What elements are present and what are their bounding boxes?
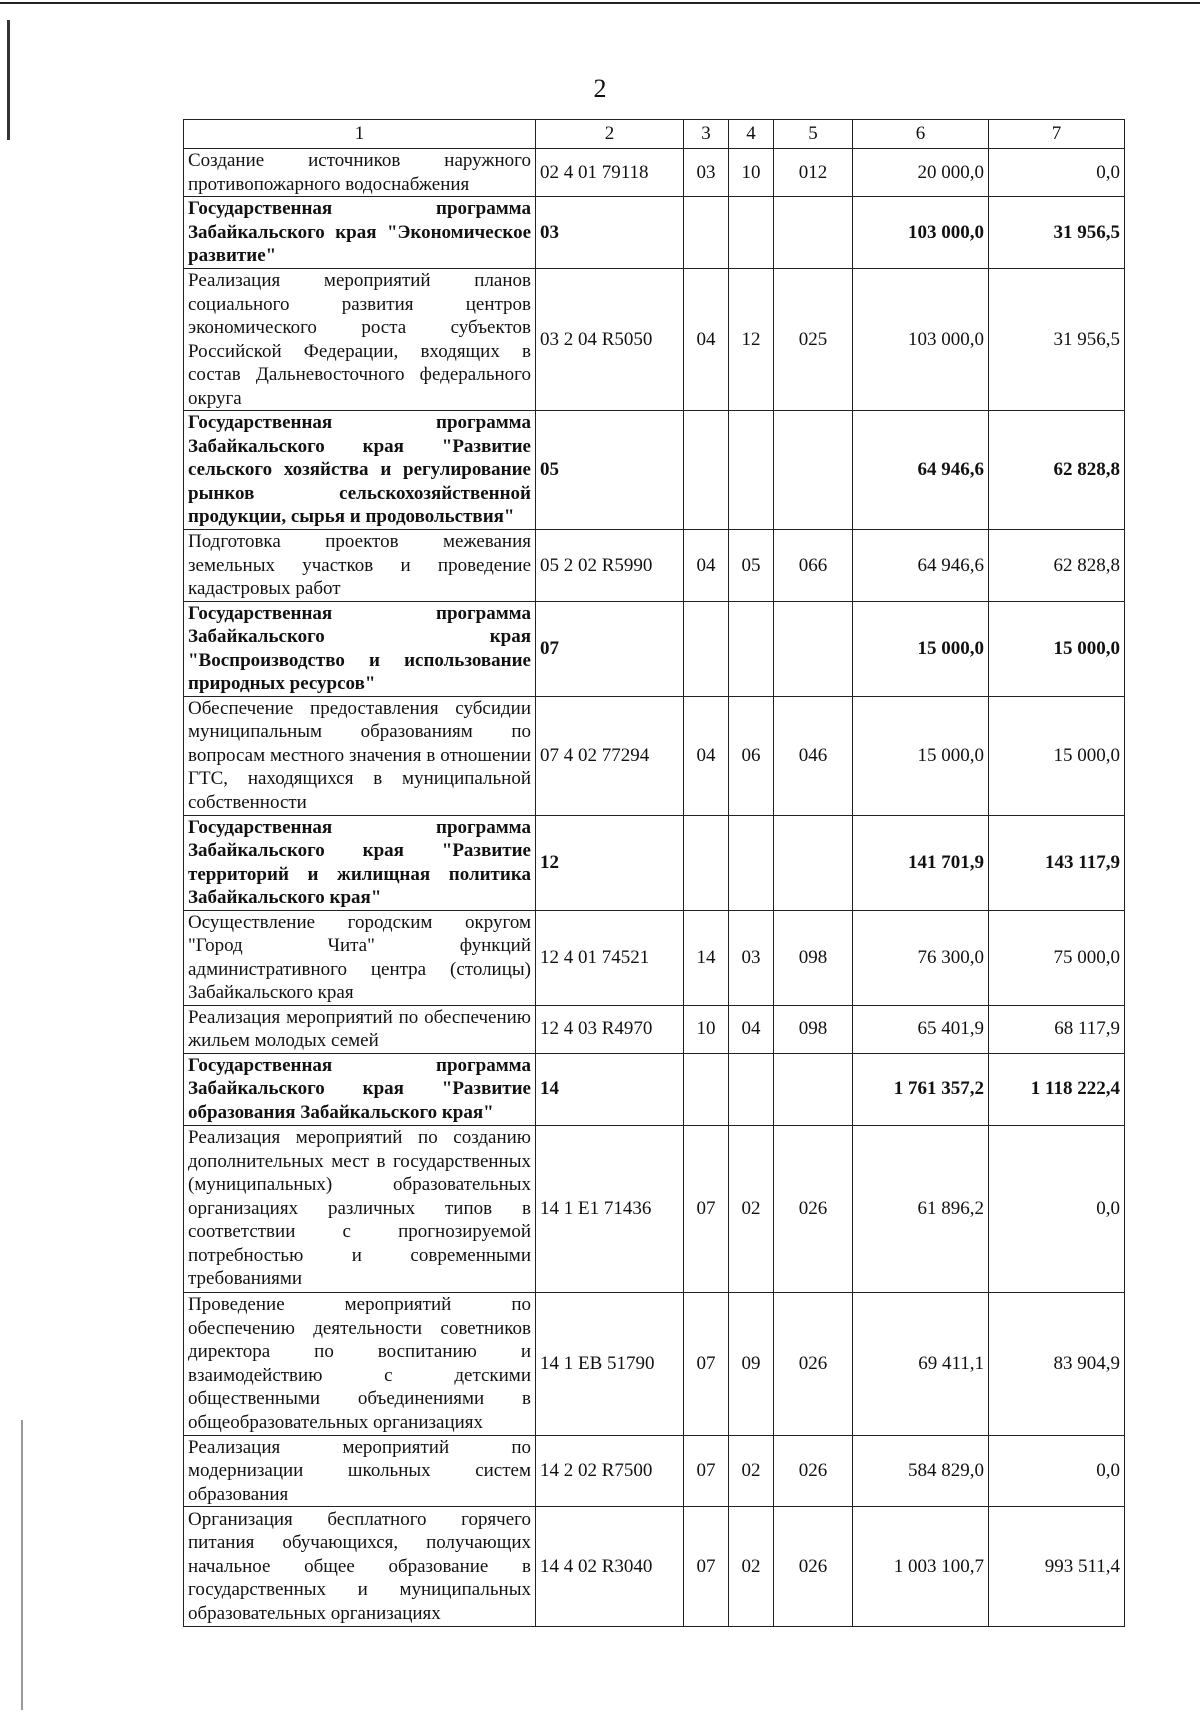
table-row xyxy=(184,696,1125,815)
row-code: 07 4 02 77294 xyxy=(536,696,684,815)
row-col4 xyxy=(729,601,774,696)
program-row xyxy=(184,815,1125,910)
row-code: 02 4 01 79118 xyxy=(536,149,684,197)
row-col5: 026 xyxy=(774,1507,853,1627)
row-value-6: 64 946,6 xyxy=(853,530,989,602)
row-value-6: 103 000,0 xyxy=(853,269,989,411)
scan-top-border xyxy=(0,2,1200,4)
row-col5: 025 xyxy=(774,269,853,411)
table-row xyxy=(184,910,1125,1005)
row-name: Подготовка проектов межевания земельных участков и проведение кадастровых работ xyxy=(184,530,536,602)
row-col5: 098 xyxy=(774,910,853,1005)
table-row xyxy=(184,269,1125,411)
row-col3 xyxy=(684,411,729,530)
row-value-6: 103 000,0 xyxy=(853,197,989,269)
row-col5: 026 xyxy=(774,1292,853,1435)
row-col5: 066 xyxy=(774,530,853,602)
column-header-7: 7 xyxy=(989,120,1125,149)
row-name: Государственная программа Забайкальского края "Развитие территорий и жилищная политика Забайкальского края" xyxy=(184,815,536,910)
row-value-7: 83 904,9 xyxy=(989,1292,1125,1435)
row-value-7: 0,0 xyxy=(989,1435,1125,1507)
row-col5: 012 xyxy=(774,149,853,197)
row-col3: 07 xyxy=(684,1292,729,1435)
row-col4: 04 xyxy=(729,1005,774,1053)
row-col4: 12 xyxy=(729,269,774,411)
row-value-7: 31 956,5 xyxy=(989,269,1125,411)
row-name: Реализация мероприятий по модернизации школьных систем образования xyxy=(184,1435,536,1507)
row-value-7: 993 511,4 xyxy=(989,1507,1125,1627)
row-name: Государственная программа Забайкальского края "Развитие сельского хозяйства и регулирование рынков сельскохозяйственной продукции, сырья и продовольствия" xyxy=(184,411,536,530)
row-col3 xyxy=(684,1053,729,1125)
program-row xyxy=(184,601,1125,696)
table-row xyxy=(184,1125,1125,1292)
row-value-7: 143 117,9 xyxy=(989,815,1125,910)
row-value-7: 1 118 222,4 xyxy=(989,1053,1125,1125)
scan-left-edge-lower xyxy=(21,1420,23,1710)
column-header-5: 5 xyxy=(774,120,853,149)
row-col4: 05 xyxy=(729,530,774,602)
row-code: 05 2 02 R5990 xyxy=(536,530,684,602)
row-value-7: 62 828,8 xyxy=(989,530,1125,602)
row-col3: 04 xyxy=(684,530,729,602)
row-value-6: 65 401,9 xyxy=(853,1005,989,1053)
page-number: 2 xyxy=(593,74,607,103)
row-col4 xyxy=(729,815,774,910)
row-col4 xyxy=(729,1053,774,1125)
row-code: 03 xyxy=(536,197,684,269)
row-value-6: 1 761 357,2 xyxy=(853,1053,989,1125)
table-row xyxy=(184,149,1125,197)
row-value-7: 62 828,8 xyxy=(989,411,1125,530)
row-value-7: 15 000,0 xyxy=(989,601,1125,696)
row-col4: 09 xyxy=(729,1292,774,1435)
row-col4: 10 xyxy=(729,149,774,197)
table-row xyxy=(184,1292,1125,1435)
column-header-1: 1 xyxy=(184,120,536,149)
row-name: Создание источников наружного противопожарного водоснабжения xyxy=(184,149,536,197)
row-col5 xyxy=(774,197,853,269)
row-code: 12 4 03 R4970 xyxy=(536,1005,684,1053)
row-col3: 04 xyxy=(684,269,729,411)
row-code: 05 xyxy=(536,411,684,530)
row-col3: 10 xyxy=(684,1005,729,1053)
row-value-7: 0,0 xyxy=(989,149,1125,197)
row-code: 14 2 02 R7500 xyxy=(536,1435,684,1507)
row-col5 xyxy=(774,411,853,530)
row-name: Государственная программа Забайкальского края "Развитие образования Забайкальского края" xyxy=(184,1053,536,1125)
row-value-6: 1 003 100,7 xyxy=(853,1507,989,1627)
row-name: Обеспечение предоставления субсидии муниципальным образованиям по вопросам местного значения в отношении ГТС, находящихся в муниципальной собственности xyxy=(184,696,536,815)
program-row xyxy=(184,197,1125,269)
row-value-6: 584 829,0 xyxy=(853,1435,989,1507)
column-header-3: 3 xyxy=(684,120,729,149)
table-row xyxy=(184,1435,1125,1507)
row-value-6: 141 701,9 xyxy=(853,815,989,910)
row-code: 12 xyxy=(536,815,684,910)
row-col3: 14 xyxy=(684,910,729,1005)
row-value-6: 20 000,0 xyxy=(853,149,989,197)
row-name: Организация бесплатного горячего питания обучающихся, получающих начальное общее образование в государственных и муниципальных образовательных организациях xyxy=(184,1507,536,1627)
row-name: Государственная программа Забайкальского края "Экономическое развитие" xyxy=(184,197,536,269)
row-col5: 046 xyxy=(774,696,853,815)
row-col3 xyxy=(684,197,729,269)
table-row xyxy=(184,1005,1125,1053)
table-header-row xyxy=(184,120,1125,149)
row-col3: 03 xyxy=(684,149,729,197)
row-col5 xyxy=(774,815,853,910)
table-row xyxy=(184,1507,1125,1627)
program-row xyxy=(184,411,1125,530)
row-col3: 07 xyxy=(684,1507,729,1627)
table-row xyxy=(184,530,1125,602)
row-value-6: 15 000,0 xyxy=(853,696,989,815)
row-col3 xyxy=(684,815,729,910)
row-col4: 03 xyxy=(729,910,774,1005)
row-col5 xyxy=(774,601,853,696)
column-header-4: 4 xyxy=(729,120,774,149)
row-col4: 02 xyxy=(729,1125,774,1292)
row-col4 xyxy=(729,197,774,269)
row-value-6: 64 946,6 xyxy=(853,411,989,530)
column-header-2: 2 xyxy=(536,120,684,149)
row-col3: 04 xyxy=(684,696,729,815)
row-col4: 06 xyxy=(729,696,774,815)
row-code: 14 1 E1 71436 xyxy=(536,1125,684,1292)
row-name: Реализация мероприятий по созданию дополнительных мест в государственных (муниципальных) образовательных организациях различных типов в соответствии с прогнозируемой потребностью и современными требованиями xyxy=(184,1125,536,1292)
row-code: 14 xyxy=(536,1053,684,1125)
row-value-7: 0,0 xyxy=(989,1125,1125,1292)
row-value-6: 61 896,2 xyxy=(853,1125,989,1292)
row-value-7: 68 117,9 xyxy=(989,1005,1125,1053)
row-col4 xyxy=(729,411,774,530)
row-col5: 026 xyxy=(774,1435,853,1507)
row-name: Государственная программа Забайкальского края "Воспроизводство и использование природных ресурсов" xyxy=(184,601,536,696)
row-col3: 07 xyxy=(684,1435,729,1507)
row-value-6: 15 000,0 xyxy=(853,601,989,696)
row-value-7: 75 000,0 xyxy=(989,910,1125,1005)
row-code: 14 4 02 R3040 xyxy=(536,1507,684,1627)
row-value-6: 69 411,1 xyxy=(853,1292,989,1435)
row-value-6: 76 300,0 xyxy=(853,910,989,1005)
row-code: 07 xyxy=(536,601,684,696)
row-col5 xyxy=(774,1053,853,1125)
row-code: 03 2 04 R5050 xyxy=(536,269,684,411)
row-value-7: 31 956,5 xyxy=(989,197,1125,269)
row-name: Осуществление городским округом "Город Чита" функций административного центра (столицы) Забайкальского края xyxy=(184,910,536,1005)
row-col3 xyxy=(684,601,729,696)
row-name: Реализация мероприятий планов социального развития центров экономического роста субъектов Российской Федерации, входящих в состав Дальневосточного федерального округа xyxy=(184,269,536,411)
row-col4: 02 xyxy=(729,1435,774,1507)
row-name: Реализация мероприятий по обеспечению жильем молодых семей xyxy=(184,1005,536,1053)
row-value-7: 15 000,0 xyxy=(989,696,1125,815)
row-code: 12 4 01 74521 xyxy=(536,910,684,1005)
row-col5: 098 xyxy=(774,1005,853,1053)
column-header-6: 6 xyxy=(853,120,989,149)
program-row xyxy=(184,1053,1125,1125)
row-col4: 02 xyxy=(729,1507,774,1627)
row-col3: 07 xyxy=(684,1125,729,1292)
budget-table xyxy=(183,119,1125,1627)
row-col5: 026 xyxy=(774,1125,853,1292)
row-name: Проведение мероприятий по обеспечению деятельности советников директора по воспитанию и взаимодействию с детскими общественными объединениями в общеобразовательных организациях xyxy=(184,1292,536,1435)
row-code: 14 1 EB 51790 xyxy=(536,1292,684,1435)
